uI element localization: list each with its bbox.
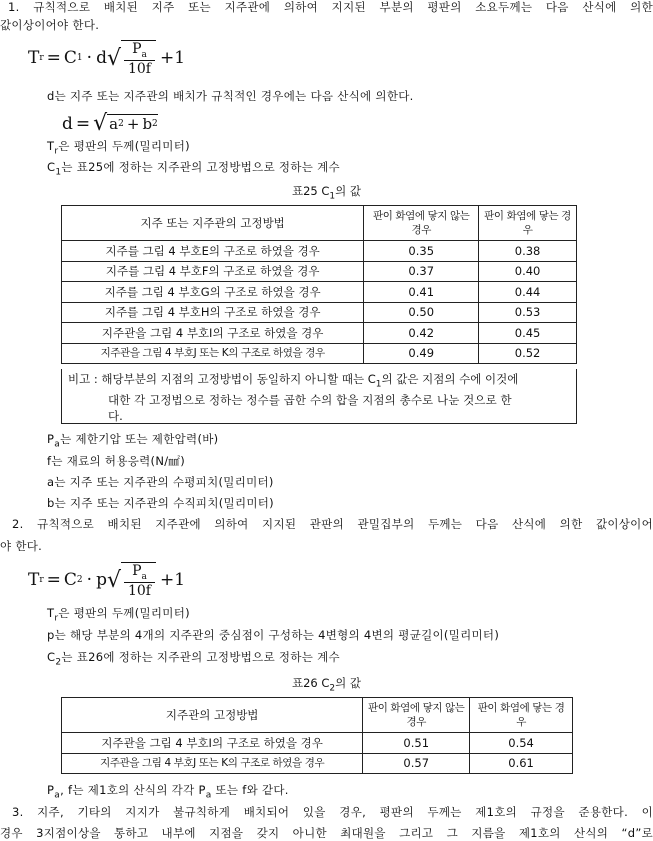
table-cell: 0.50: [364, 302, 479, 323]
table-row: [62, 282, 577, 303]
table-cell: 지주를 그림 4 부호E의 구조로 하였을 경우: [62, 241, 364, 262]
table-cell: 지주를 그림 4 부호H의 구조로 하였을 경우: [62, 302, 364, 323]
tr-description: $T_r$은 평판의 두께(밀리미터): [47, 139, 190, 157]
table-cell: 지주를 그림 4 부호G의 구조로 하였을 경우: [62, 282, 364, 303]
table-cell: 0.51: [363, 733, 470, 754]
table-cell: 0.52: [479, 343, 577, 364]
table-row: [62, 261, 577, 282]
para3-line2: 경우 3지점이상을 통하고 내부에 지점을 갖지 아니한 최대원을 그리고 그 지름을 제1호의 산식의 “d”로: [0, 826, 653, 840]
table25-header-flame: 판이 화염에 닿는 경우: [479, 206, 577, 241]
table-row: [62, 241, 577, 262]
table-row: [62, 343, 577, 364]
table26-header-row: [62, 698, 573, 733]
table-cell: 지주관을 그림 4 부호I의 구조로 하였을 경우: [62, 323, 364, 344]
table25-caption: 표25 $C_1$의 값: [291, 184, 362, 202]
formula-d: d = √ a 2 + b 2: [62, 111, 158, 136]
table-cell: 0.38: [479, 241, 577, 262]
para2-line1: 2. 규칙적으로 배치된 지주관에 의하여 지지된 관판의 관밀집부의 두께는 다음 산식에 의한 값이상이어: [12, 517, 653, 531]
table-cell: 0.42: [364, 323, 479, 344]
def-f: f는 재료의 허용응력(N/㎟): [47, 454, 185, 468]
table-row: [62, 753, 573, 774]
table25-note: 비고 : 해당부분의 지점의 고정방법이 동일하지 아니할 때는 $C_1$의 값은 지점의 수에 이것에 대한 각 고정법으로 정하는 정수를 곱한 수의 합을 지점의 총수로 나눈 것으로 한 다.: [61, 369, 577, 424]
table-cell: 0.53: [479, 302, 577, 323]
table26-caption: 표26 $C_2$의 값: [291, 676, 362, 694]
table-cell: 0.54: [470, 733, 573, 754]
table26-header-flame: 판이 화염에 닿는 경우: [470, 698, 573, 733]
table-cell: 0.35: [364, 241, 479, 262]
table25-header-no-flame: 판이 화염에 닿지 않는 경우: [364, 206, 479, 241]
table25-header-row: [62, 206, 577, 241]
def2-p: p는 해당 부분의 4개의 지주관의 중심점이 구성하는 4변형의 4변의 평균길이(밀리미터): [47, 628, 500, 642]
table-cell: 0.61: [470, 753, 573, 774]
table-cell: 0.49: [364, 343, 479, 364]
para1-line2: 값이상이어야 한다.: [0, 18, 100, 32]
table-cell: 0.40: [479, 261, 577, 282]
formula-thickness-2: T r = C 2 · p √ $\frac{P_a}{10f}$ +1: [28, 563, 186, 599]
c1-description: $C_1$는 표25에 정하는 지주관의 고정방법으로 정하는 계수: [47, 160, 340, 178]
para1-line1: 1. 규칙적으로 배치된 지주 또는 지주관에 의하여 지지된 부분의 평판의 소요두께는 다음 산식에 의한: [8, 0, 653, 14]
table26: [61, 697, 573, 774]
table-cell: 0.37: [364, 261, 479, 282]
table-cell: 지주관을 그림 4 부호J 또는 K의 구조로 하였을 경우: [62, 343, 364, 364]
def-pa: $P_a$는 제한기압 또는 제한압력(바): [47, 432, 219, 450]
table-cell: 0.41: [364, 282, 479, 303]
table-row: [62, 302, 577, 323]
table26-header-no-flame: 판이 화염에 닿지 않는 경우: [363, 698, 470, 733]
para2-line2: 야 한다.: [0, 539, 43, 553]
def-b: b는 지주 또는 지주관의 수직피치(밀리미터): [47, 496, 274, 510]
table-cell: 지주를 그림 4 부호F의 구조로 하였을 경우: [62, 261, 364, 282]
table-row: [62, 733, 573, 754]
table-cell: 0.44: [479, 282, 577, 303]
formula-thickness-1: T r = C 1 · d √ $\frac{P_a}{10f}$ +1: [28, 41, 186, 77]
table-row: [62, 323, 577, 344]
def2-c2: $C_2$는 표26에 정하는 지주관의 고정방법으로 정하는 계수: [47, 650, 340, 668]
table-cell: 지주관을 그림 4 부호J 또는 K의 구조로 하였을 경우: [62, 753, 363, 774]
table-cell: 0.57: [363, 753, 470, 774]
def2-tr: $T_r$은 평판의 두께(밀리미터): [47, 606, 190, 624]
table25: [61, 205, 577, 364]
table26-header-method: 지주관의 고정방법: [62, 698, 363, 733]
table-cell: 지주관을 그림 4 부호I의 구조로 하였을 경우: [62, 733, 363, 754]
table25-header-method: 지주 또는 지주관의 고정방법: [62, 206, 364, 241]
table-cell: 0.45: [479, 323, 577, 344]
d-description: d는 지주 또는 지주관의 배치가 규칙적인 경우에는 다음 산식에 의한다.: [47, 89, 414, 103]
para3-line1: 3. 지주, 기타의 지지가 불규칙하게 배치되어 있을 경우, 평판의 두께는 제1호의 규정을 준용한다. 이: [12, 805, 653, 819]
def-a: a는 지주 또는 지주관의 수평피치(밀리미터): [47, 475, 274, 489]
last-definition: $P_a$, f는 제1호의 산식의 각각 $P_a$ 또는 f와 같다.: [47, 783, 289, 801]
